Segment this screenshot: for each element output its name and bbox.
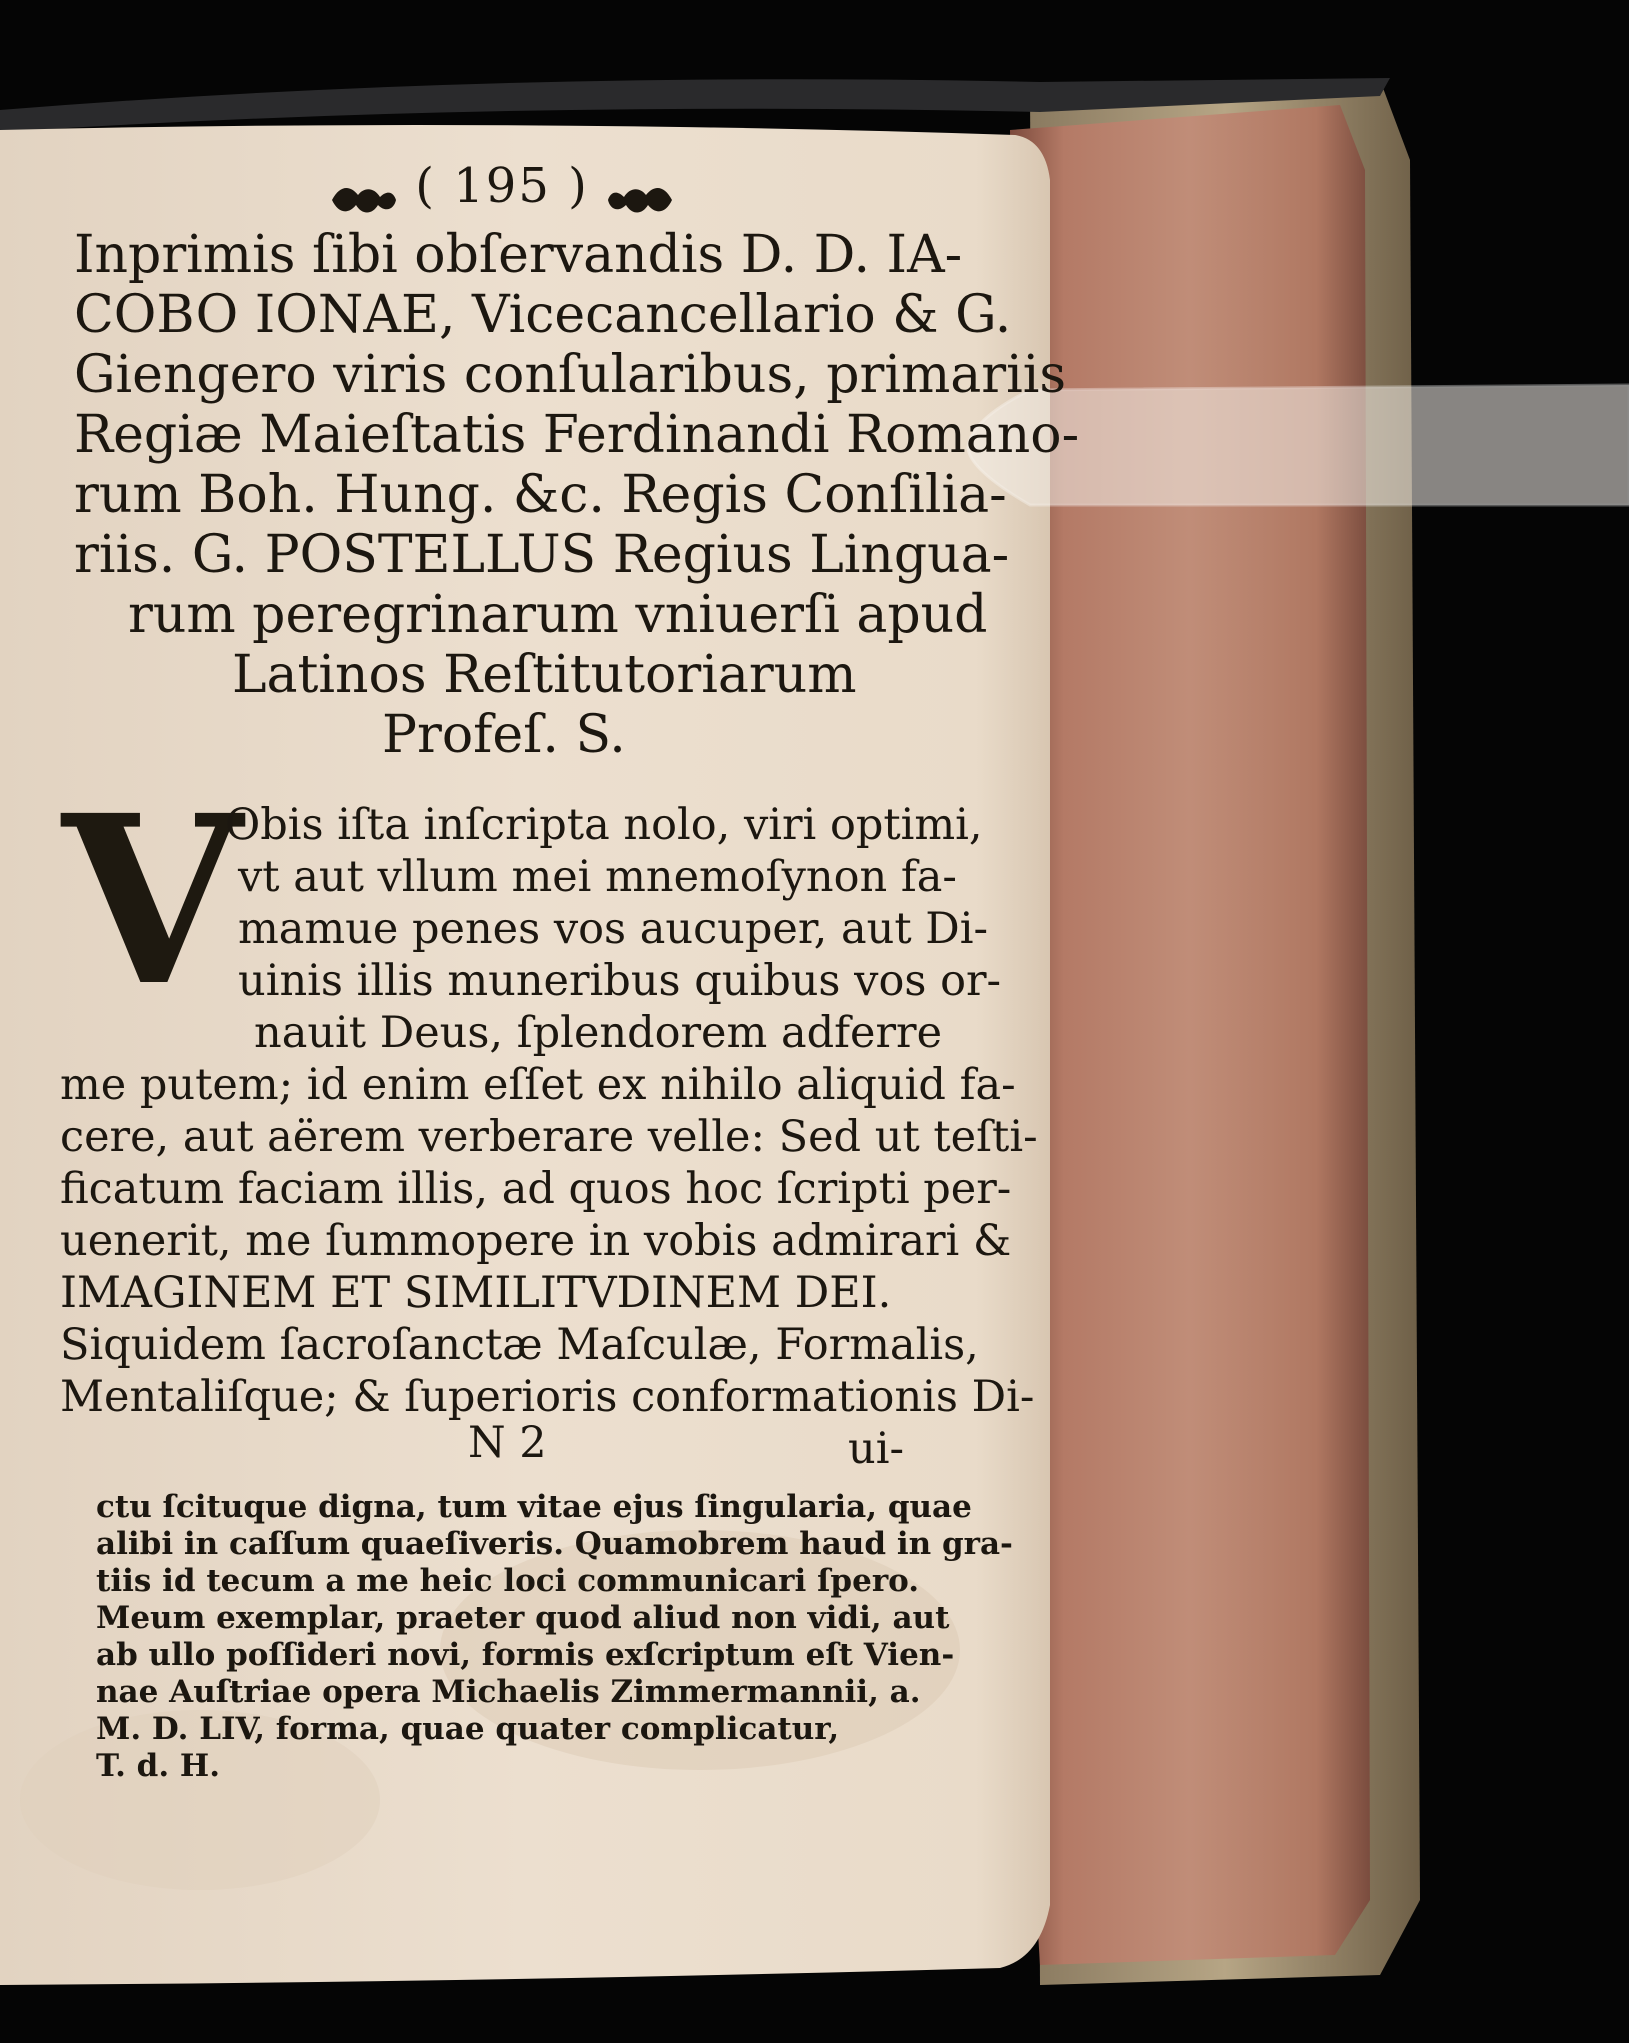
body-line: mamue penes vos aucuper, aut Di- — [238, 904, 989, 954]
signature-mark: N 2 — [468, 1418, 547, 1468]
body-line: cere, aut aërem verberare velle: Sed ut teſti- — [60, 1112, 1038, 1162]
heading-line: rum peregrinarum vniuerſi apud — [128, 585, 988, 645]
body-line: ficatum faciam illis, ad quos hoc ſcripti per- — [60, 1164, 1012, 1214]
heading-line: COBO IONAE, Vicecancellario & G. — [74, 285, 1012, 345]
body-line: Mentaliſque; & ſuperioris conformationis Di- — [60, 1372, 1035, 1422]
body-line: uinis illis muneribus quibus vos or- — [238, 956, 1002, 1006]
heading-line: Regiæ Maieſtatis Ferdinandi Romano- — [74, 405, 1080, 465]
body-line: IMAGINEM ET SIMILITVDINEM DEI. — [60, 1268, 892, 1318]
right-ornament-icon — [606, 173, 674, 207]
heading-line: Profeſ. S. — [382, 705, 626, 765]
page-number: ( 195 ) — [415, 158, 589, 214]
footnote-line: ctu ſcituque digna, tum vitae ejus ſingularia, quae — [96, 1489, 972, 1525]
footnote-line: Meum exemplar, praeter quod aliud non vidi, aut — [96, 1600, 950, 1636]
heading-line: rum Boh. Hung. &c. Regis Conſilia- — [74, 465, 1007, 525]
left-ornament-icon — [330, 173, 398, 207]
footnote-line: tiis id tecum a me heic loci communicari ſpero. — [96, 1563, 920, 1599]
body-line: uenerit, me ſummopere in vobis admirari & — [60, 1216, 1012, 1266]
body-line: vt aut vllum mei mnemoſynon fa- — [238, 852, 957, 902]
body-line: nauit Deus, ſplendorem adferre — [254, 1008, 943, 1058]
heading-line: riis. G. POSTELLUS Regius Lingua- — [74, 525, 1010, 585]
drop-cap: V — [62, 764, 243, 1037]
body-line: Siquidem ſacroſanctæ Maſculæ, Formalis, — [60, 1320, 979, 1370]
footnote-line: nae Auſtriae opera Michaelis Zimmermannii, a. — [96, 1674, 921, 1710]
footnote-line: M. D. LIV, forma, quae quater complicatur, — [96, 1711, 840, 1747]
heading-line: Latinos Reſtitutoriarum — [232, 645, 857, 705]
catchword: ui- — [848, 1424, 904, 1474]
footnote-line: T. d. H. — [96, 1748, 220, 1784]
page-number-header — [330, 158, 674, 214]
heading-line: Giengero viris conſularibus, primariis — [74, 345, 1067, 405]
footnote-line: ab ullo poſſideri novi, formis exſcriptum eſt Vien- — [96, 1637, 955, 1673]
body-line: Obis iſta inſcripta nolo, viri optimi, — [225, 800, 983, 850]
body-line: me putem; id enim eſſet ex nihilo aliquid fa- — [60, 1060, 1016, 1110]
footnote-line: alibi in caſſum quaeſiveris. Quamobrem haud in gra- — [96, 1526, 1013, 1562]
heading-line: Inprimis ſibi obſervandis D. D. IA- — [74, 225, 963, 285]
